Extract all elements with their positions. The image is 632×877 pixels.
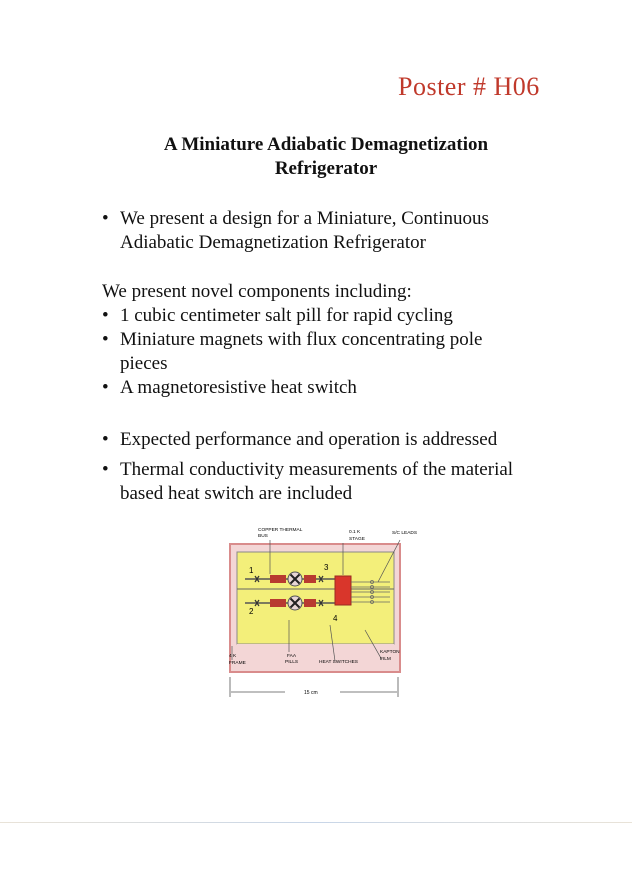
stage-block [335,576,351,605]
pill-right-bottom [304,599,316,607]
final-2-line-2: based heat switch are included [120,483,353,504]
label-heat-switches: HEAT SWITCHES [319,660,359,665]
label-num-1: 1 [249,566,254,575]
label-kapton-2: FILM [380,657,391,662]
label-frame-1: 4 K [229,654,237,659]
component-1-line-1: • 1 cubic centimeter salt pill for rapid cycling [120,305,453,326]
final-2-line-1: • Thermal conductivity measurements of the material [120,459,514,480]
component-2-line-2: pieces [120,353,168,374]
component-3-line-1: • A magnetoresistive heat switch [120,377,357,398]
label-copper-bus-2: BUS [258,534,268,539]
label-copper-bus-1: COPPER THERMAL [258,528,303,533]
page-edge-line [0,822,632,823]
label-num-2: 2 [249,607,254,616]
lower-margin [237,644,394,664]
title-line-1: A Miniature Adiabatic Demagnetization [163,134,489,155]
component-2-line-1: • Miniature magnets with flux concentrating pole [120,329,483,350]
intro-bullet-line-1: • We present a design for a Miniature, Continuous [120,208,489,229]
pill-left-top [270,575,286,583]
label-faa-1: FAA [287,654,297,659]
label-num-4: 4 [333,614,338,623]
label-frame-2: FRAME [229,661,246,666]
title-line-2: Refrigerator [274,158,378,179]
switch-bottom [288,596,302,610]
pill-right-top [304,575,316,583]
label-stage-2: STAGE [349,537,365,542]
label-stage-1: 0.1 K [349,530,361,535]
switch-top [288,572,302,586]
components-heading: We present novel components including: [102,281,412,302]
label-kapton-1: KAPTON [380,650,400,655]
final-1-line-1: • Expected performance and operation is addressed [120,429,498,450]
label-faa-2: PILLS [285,660,299,665]
label-scale: 15 cm [304,690,318,696]
pill-left-bottom [270,599,286,607]
poster-number: Poster # H06 [398,72,540,101]
intro-bullet-line-2: Adiabatic Demagnetization Refrigerator [120,232,426,253]
label-sc-leads: S/C LEADS [392,531,418,536]
label-num-3: 3 [324,563,329,572]
